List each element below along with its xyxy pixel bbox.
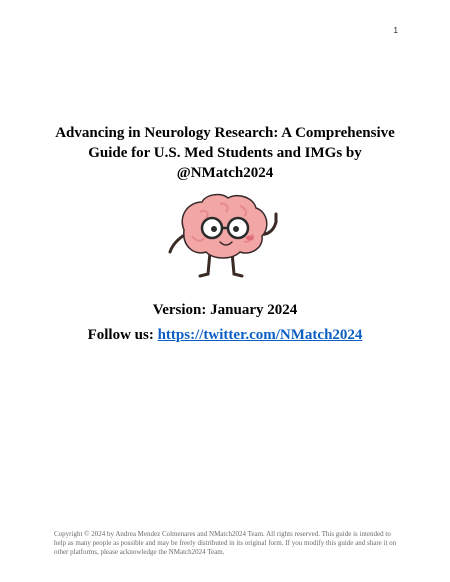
- follow-line: [40, 326, 410, 344]
- twitter-link[interactable]: https://twitter.com/NMatch2024: [157, 327, 363, 343]
- brain-mascot-icon: [148, 190, 298, 282]
- follow-label: Follow us:: [87, 327, 154, 343]
- copyright-notice: Copyright © 2024 by Andrea Mendez Colmenares and NMatch2024 Team. All rights reserved. This guide is intended to help as many people as possible and may be freely distributed in its original form. If you modify this guide and share it on other platforms, please acknowledge the NMatch2024 Team.: [54, 530, 397, 556]
- document-version: Version: January 2024: [152, 302, 298, 318]
- document-title: Advancing in Neurology Research: A Comprehensive Guide for U.S. Med Students and IMGs by @NMatch2024: [55, 125, 395, 181]
- page-number: 1: [393, 26, 398, 35]
